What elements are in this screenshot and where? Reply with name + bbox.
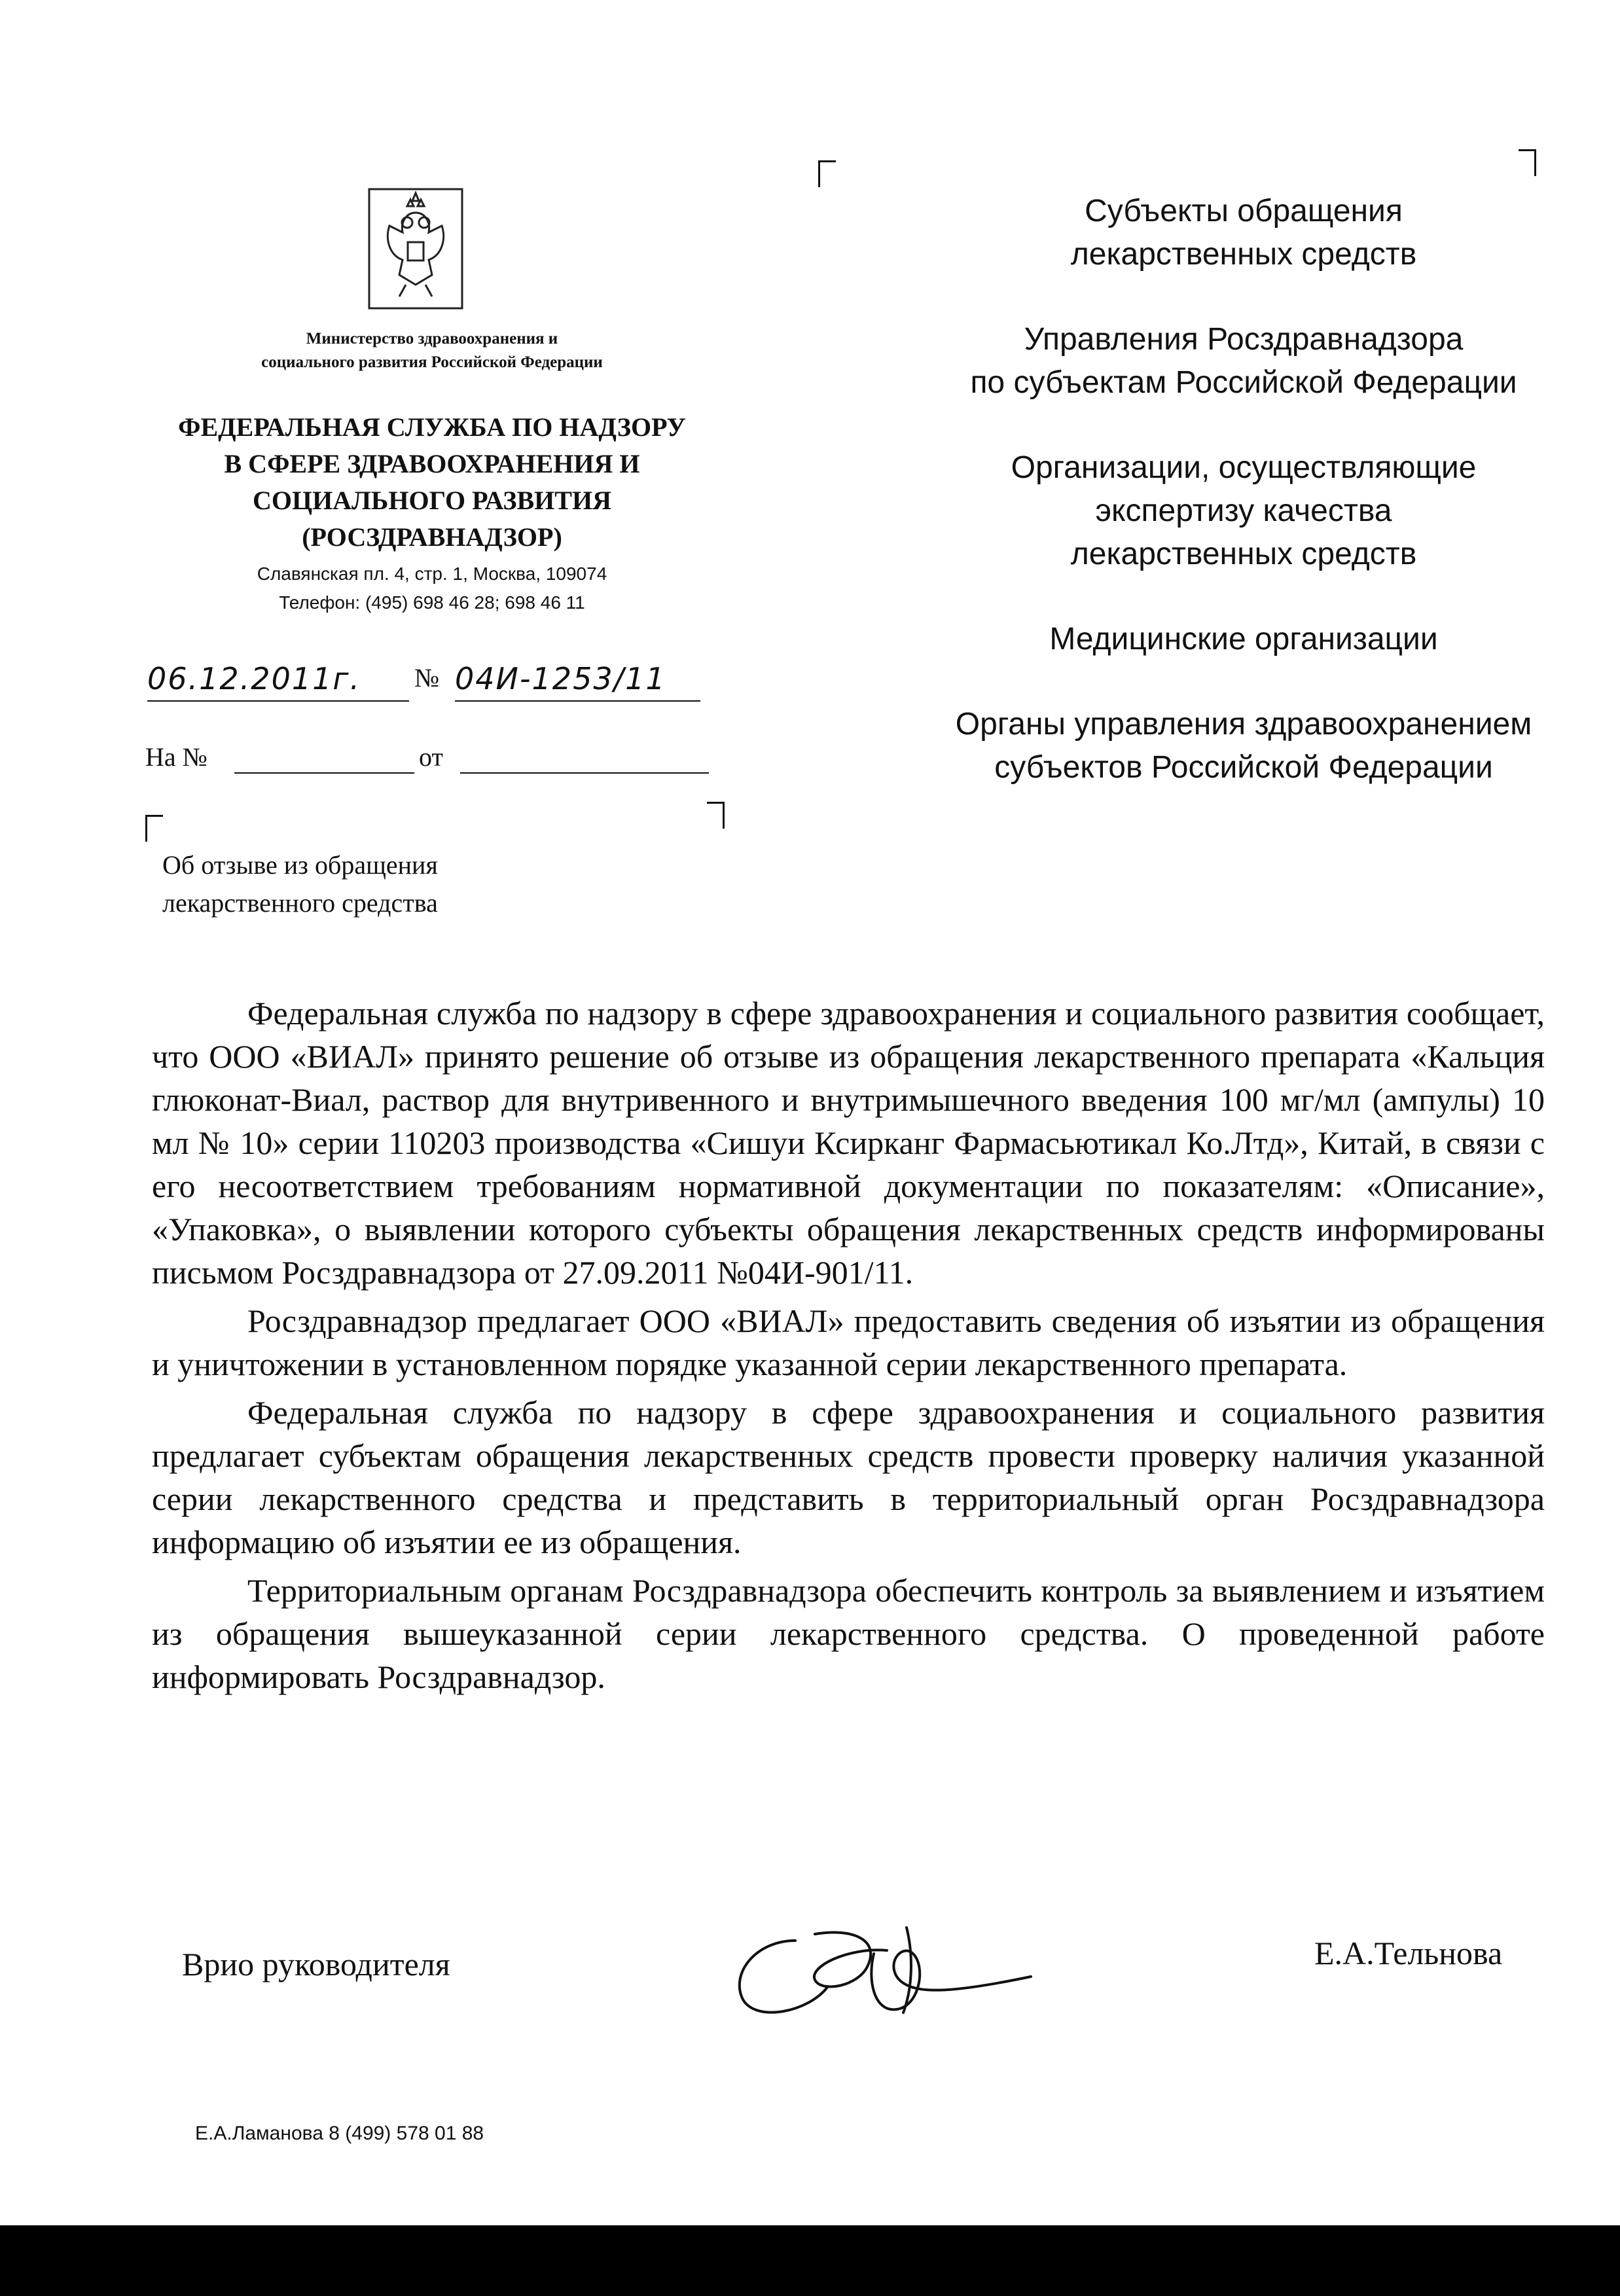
reply-from-label: от (419, 742, 443, 772)
addressee-group: Организации, осуществляющие экспертизу качества лекарственных средств (1011, 450, 1477, 571)
addressee-group: Управления Росздравнадзора по субъектам Российской Федерации (970, 322, 1517, 400)
corner-mark (145, 815, 163, 842)
corner-mark (1519, 149, 1536, 176)
reply-date-line (460, 772, 709, 774)
body-paragraph: Росздравнадзор предлагает ООО «ВИАЛ» предоставить сведения об изъятии из обращения и уничтожении в установленном порядке указанной серии лекарственного препарата. (152, 1302, 1545, 1382)
letter-body (152, 992, 1545, 1704)
registration-date: 06.12.2011г. (147, 661, 409, 702)
addressee-group: Медицинские организации (1049, 622, 1438, 656)
reply-number-line (234, 772, 414, 774)
service-address: Славянская пл. 4, стр. 1, Москва, 109074 Телефон: (495) 698 46 28; 698 46 11 (257, 564, 607, 613)
addressee-group: Органы управления здравоохранением субъектов Российской Федерации (955, 707, 1532, 785)
corner-mark (818, 160, 836, 187)
handwritten-signature-icon (717, 1914, 1044, 2032)
executor-contact: Е.А.Ламанова 8 (499) 578 01 88 (195, 2123, 484, 2144)
service-name: ФЕДЕРАЛЬНАЯ СЛУЖБА ПО НАДЗОРУ В СФЕРЕ ЗДРАВООХРАНЕНИЯ И СОЦИАЛЬНОГО РАЗВИТИЯ (РОСЗДРАВНАДЗОР) (178, 412, 686, 552)
addressees (890, 190, 1597, 831)
letter-subject: Об отзыве из обращения лекарственного средства (162, 850, 438, 918)
reply-to-label: На № (145, 742, 207, 772)
body-paragraph: Территориальным органам Росздравнадзора обеспечить контроль за выявлением и изъятием из обращения вышеуказанной серии лекарственного средства. О проведенной работе информировать Росздравнадзор. (152, 1572, 1545, 1695)
body-paragraph: Федеральная служба по надзору в сфере здравоохранения и социального развития предлагает субъектам обращения лекарственных средств провести проверку наличия указанной серии лекарственного средства и представить в территориальный орган Росздравнадзора информацию об изъятии ее из обращения. (152, 1394, 1545, 1560)
ministry-name: Министерство здравоохранения и социального развития Российской Федерации (261, 330, 603, 371)
addressee-group: Субъекты обращения лекарственных средств (1070, 194, 1417, 272)
signer-name: Е.А.Тельнова (1314, 1935, 1503, 1971)
scan-border (0, 2225, 1620, 2296)
registration-number: 04И-1253/11 (455, 661, 700, 702)
signer-role: Врио руководителя (182, 1946, 450, 1982)
russian-coat-of-arms-icon (367, 187, 465, 311)
corner-mark (707, 802, 725, 829)
body-paragraph: Федеральная служба по надзору в сфере здравоохранения и социального развития сообщает, что ООО «ВИАЛ» принято решение об отзыве из обращения лекарственного препарата «Кальция глюконат-Виал, раствор для внутривенного и внутримышечного введения 100 мг/мл (ампулы) 10 мл № 10» серии 110203 производства «Сишуи Ксирканг Фармасьютикал Ко.Лтд», Китай, в связи с его несоответствием требованиям нормативной документации по показателям: «Описание», «Упаковка», о выявлении которого субъекты обращения лекарственных средств информированы письмом Росздравнадзора от 27.09.2011 №04И-901/11. (152, 995, 1545, 1291)
number-label: № (414, 663, 440, 692)
